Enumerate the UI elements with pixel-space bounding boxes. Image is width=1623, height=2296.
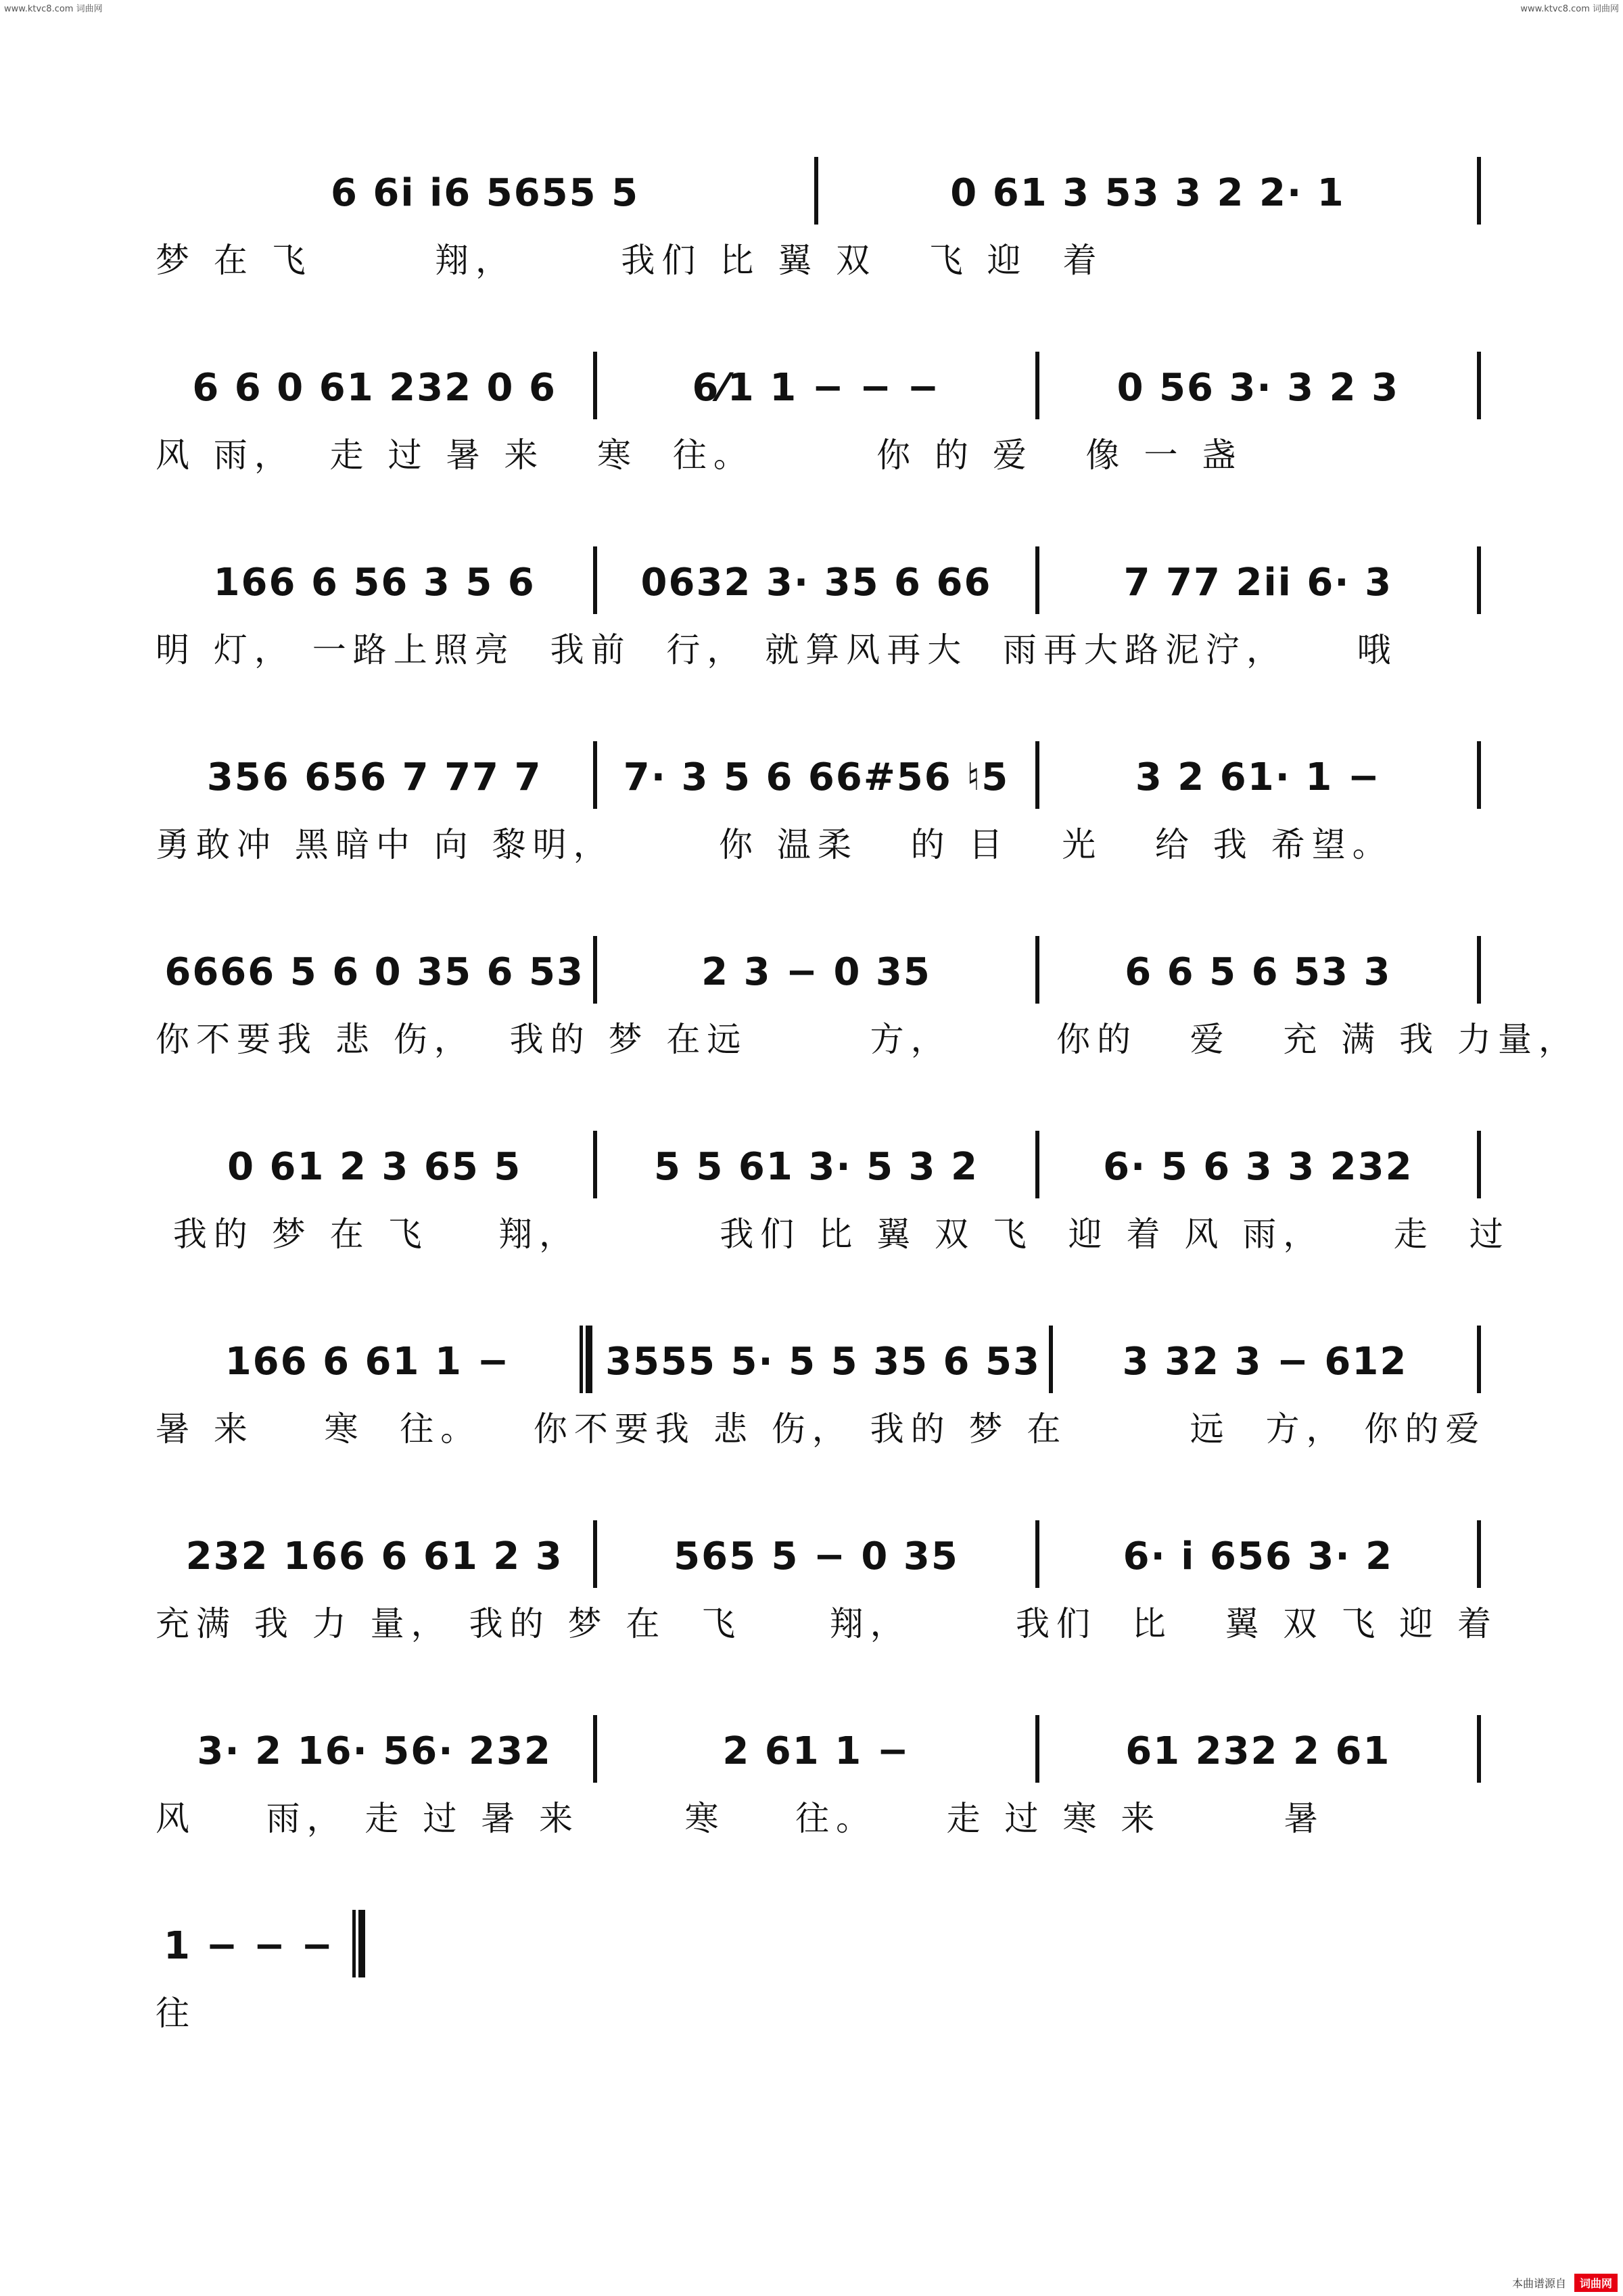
notes-line	[156, 914, 1481, 994]
notes-line	[156, 1304, 1481, 1384]
measure: 6· 5 6 3 3 232	[1103, 1145, 1413, 1189]
measure: 61 232 2 61	[1125, 1729, 1391, 1773]
notes-line	[156, 1888, 1481, 1968]
measure: 1 − − −	[164, 1924, 335, 1968]
measure: 166 6 56 3 5 6	[213, 561, 536, 605]
measure: 0 56 3· 3 2 3	[1116, 366, 1400, 410]
footer-source-label: 本曲谱源自	[1511, 2277, 1566, 2290]
lyric-line: 勇敢冲 黑暗中 向 黎明， 你 温柔 的 目 光 给 我 希望。	[156, 825, 1393, 864]
staff-system	[156, 1109, 1510, 1304]
measure: 3555 5· 5 5 35 6 53	[605, 1340, 1041, 1384]
barline	[1477, 157, 1481, 225]
measure: 2 3 − 0 35	[701, 950, 931, 994]
lyric-line: 风 雨， 走 过 暑 来 寒 往。 你 的 爱 像 一 盏	[156, 436, 1243, 475]
lyric-line: 暑 来 寒 往。 你不要我 悲 伤， 我的 梦 在 远 方， 你的爱	[156, 1409, 1486, 1449]
staff-system	[156, 1888, 1481, 2083]
measure: 6 6 0 61 232 0 6	[192, 366, 557, 410]
measure: 166 6 61 1 −	[225, 1340, 511, 1384]
staff-system	[156, 914, 1580, 1109]
notes-line	[156, 1693, 1481, 1773]
notes-line	[156, 135, 1481, 215]
repeat-end-barline	[348, 1910, 365, 1977]
measure: 6 6 5 6 53 3	[1125, 950, 1392, 994]
lyric-line: 风 雨， 走 过 暑 来 寒 往。 走 过 寒 来 暑	[156, 1799, 1325, 1838]
staff-system	[156, 720, 1481, 914]
notes-line	[156, 720, 1481, 799]
lyric-line: 你不要我 悲 伤， 我的 梦 在远 方， 你的 爱 充 满 我 力量，	[156, 1020, 1580, 1059]
measure: 3 2 61· 1 −	[1135, 755, 1381, 799]
lyric-line: 梦 在 飞 翔， 我们 比 翼 双 飞 迎 着	[156, 241, 1104, 280]
barline	[1477, 741, 1481, 809]
notes-line	[156, 330, 1481, 410]
measure: 6· i 656 3· 2	[1123, 1534, 1394, 1578]
staff-system	[156, 135, 1481, 330]
measure: 356 656 7 77 7	[206, 755, 542, 799]
header-site-left: www.ktvc8.com 词曲网	[4, 4, 103, 14]
measure: 3 32 3 − 612	[1122, 1340, 1408, 1384]
measure: 5 5 61 3· 5 3 2	[654, 1145, 979, 1189]
staff-system	[156, 1693, 1481, 1888]
measure: 7· 3 5 6 66#56 ♮5	[623, 755, 1010, 799]
repeat-start-barline	[580, 1326, 597, 1393]
staff-system	[156, 330, 1481, 525]
measure: 232 166 6 61 2 3	[185, 1534, 563, 1578]
header-site-right: www.ktvc8.com 词曲网	[1520, 4, 1619, 14]
notes-line	[156, 1109, 1481, 1189]
measure: 0 61 3 53 3 2 2· 1	[950, 171, 1345, 215]
barline	[1477, 1326, 1481, 1393]
score-sheet	[156, 135, 1580, 2083]
barline	[1477, 1715, 1481, 1783]
notes-line	[156, 1499, 1481, 1578]
measure: 6⁄1 1 − − −	[692, 366, 941, 410]
measure: 6 6i i6 5655 5	[330, 171, 640, 215]
measure: 0632 3· 35 6 66	[640, 561, 992, 605]
measure: 2 61 1 −	[722, 1729, 910, 1773]
staff-system	[156, 525, 1481, 720]
lyric-line: 我的 梦 在 飞 翔， 我们 比 翼 双 飞 迎 着 风 雨， 走 过	[156, 1215, 1510, 1254]
lyric-line: 明 灯， 一路上照亮 我前 行， 就算风再大 雨再大路泥泞， 哦	[156, 630, 1398, 670]
barline	[1477, 352, 1481, 419]
barline	[1477, 936, 1481, 1004]
footer-brand	[1512, 2274, 1618, 2292]
notes-line	[156, 525, 1481, 605]
staff-system	[156, 1499, 1499, 1693]
barline	[1477, 1520, 1481, 1588]
lyric-line: 往	[156, 1994, 196, 2033]
measure: 6666 5 6 0 35 6 53	[164, 950, 584, 994]
measure: 7 77 2ii 6· 3	[1123, 561, 1393, 605]
measure: 0 61 2 3 65 5	[227, 1145, 522, 1189]
staff-system	[156, 1304, 1486, 1499]
barline	[1477, 1131, 1481, 1198]
measure: 565 5 − 0 35	[674, 1534, 959, 1578]
footer-brand-logo: 词曲网	[1574, 2274, 1618, 2292]
measure: 3· 2 16· 56· 232	[197, 1729, 552, 1773]
barline	[1477, 546, 1481, 614]
lyric-line: 充满 我 力 量， 我的 梦 在 飞 翔， 我们 比 翼 双 飞 迎 着	[156, 1604, 1499, 1643]
